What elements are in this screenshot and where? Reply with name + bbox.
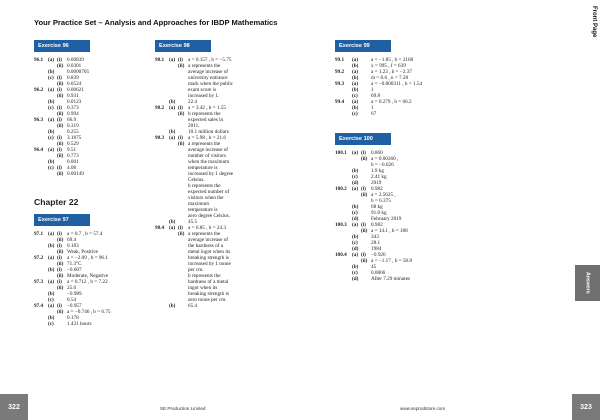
part-label: (c)	[48, 321, 54, 327]
answer-text: −0.926	[371, 252, 386, 258]
answer-text: −0.989	[67, 291, 82, 297]
answer-row	[155, 303, 197, 309]
exercise-100-heading: Exercise 100	[335, 133, 391, 145]
chapter-title: Chapter 22	[34, 197, 79, 207]
part-label: (d)	[352, 180, 359, 186]
answer-text: 0.982	[371, 186, 383, 192]
answer-row	[34, 321, 92, 327]
question-number: 96.1	[34, 57, 44, 63]
part-label: (a)	[169, 57, 176, 63]
answer-row	[335, 111, 376, 117]
answer-text: 69.4	[67, 237, 77, 243]
subpart-label: (i)	[178, 225, 183, 231]
part-label: (a)	[352, 186, 359, 192]
page-number-left: 322	[0, 394, 28, 420]
answer-text: 0.0524	[67, 81, 82, 87]
part-label: (b)	[352, 75, 359, 81]
question-number	[335, 276, 352, 282]
part-label: (b)	[352, 63, 359, 69]
subpart-label: (i)	[57, 57, 62, 63]
answer-text: university entrance	[188, 75, 228, 81]
answer-text: 68 kg	[371, 204, 383, 210]
answer-text: 0.178	[67, 315, 79, 321]
answer-text: 1.431 hours	[67, 321, 92, 327]
answer-text: 0.54	[67, 297, 77, 303]
question-number	[34, 171, 48, 177]
answer-text: 1984	[371, 246, 382, 252]
part-label: (a)	[352, 81, 359, 87]
subpart-label: (i)	[57, 243, 62, 249]
answer-text: 0.994	[67, 111, 79, 117]
answer-text: 0.183	[67, 243, 79, 249]
answer-text: 65.4	[188, 303, 198, 309]
answer-text: February 2019	[371, 216, 402, 222]
answer-text: b = −0.626	[371, 162, 394, 168]
answer-text: a = 14.1 , b = 188	[371, 228, 408, 234]
answer-text: 71.3°C	[67, 261, 82, 267]
part-label: (b)	[169, 99, 176, 105]
subpart-label	[361, 276, 371, 282]
subpart-label: (i)	[57, 75, 62, 81]
subpart-label: (i)	[57, 165, 62, 171]
subpart-label: (ii)	[57, 171, 64, 177]
part-label: (a)	[48, 147, 55, 153]
part-label: (d)	[352, 276, 359, 282]
exercise-99-heading: Exercise 99	[335, 40, 391, 52]
answer-text: 2.41 kg	[371, 174, 387, 180]
answer-text: hardness of a metal	[188, 279, 229, 285]
part-label: (a)	[352, 69, 359, 75]
part-label: (a)	[48, 87, 55, 93]
answer-text: 67	[371, 111, 377, 117]
subpart-label: (ii)	[57, 309, 64, 315]
answer-text: 45.5	[188, 219, 198, 225]
part-label: (c)	[48, 297, 54, 303]
question-number: 98.1	[155, 57, 165, 63]
answers-tab[interactable]	[575, 265, 600, 301]
part-label: (b)	[48, 99, 55, 105]
question-number: 100.1	[335, 150, 347, 156]
part-label: (c)	[48, 165, 54, 171]
answer-text: 343	[371, 234, 379, 240]
answer-text: 0.00149	[67, 171, 84, 177]
answer-text: a = −1.17 , b = 58.8	[371, 258, 412, 264]
subpart-label: (ii)	[361, 192, 368, 198]
part-label: (b)	[352, 264, 359, 270]
answer-text: a = 3.42 , b = 1.55	[188, 105, 226, 111]
part-label: (a)	[352, 99, 359, 105]
part-label: (c)	[352, 93, 358, 99]
answer-text: expected sales in	[188, 117, 224, 123]
answer-text: exam score is	[188, 87, 217, 93]
answer-text: b represents the	[188, 111, 221, 117]
answer-text: −0.957	[67, 303, 82, 309]
subpart-label	[361, 111, 371, 117]
subpart-label: (i)	[57, 303, 62, 309]
part-label: (a)	[169, 225, 176, 231]
answer-text: a = −0.746 , b = 6.75	[67, 309, 111, 315]
answer-text: a = 2.5625 ,	[371, 192, 396, 198]
subpart-label: (ii)	[178, 63, 185, 69]
question-number: 100.3	[335, 222, 347, 228]
subpart-label: (ii)	[178, 141, 185, 147]
answer-text: per cm.	[188, 267, 204, 273]
subpart-label: (ii)	[57, 81, 64, 87]
part-label: (b)	[352, 168, 359, 174]
answer-text: 0.255	[67, 129, 79, 135]
answer-text: 0.0301	[67, 63, 82, 69]
page-number-right: 323	[572, 394, 600, 420]
answer-text: 0.00839	[67, 57, 84, 63]
subpart-label: (ii)	[57, 249, 64, 255]
question-number: 99.3	[335, 81, 345, 87]
question-number: 97.1	[34, 231, 44, 237]
answer-text: expected number of	[188, 189, 230, 195]
answer-text: average increase of	[188, 237, 229, 243]
answer-text: a represents the	[188, 141, 221, 147]
subpart-label: (i)	[57, 279, 62, 285]
answer-text: 2011.	[188, 123, 200, 129]
subpart-label: (ii)	[178, 231, 185, 237]
subpart-label: (ii)	[57, 111, 64, 117]
subpart-label: (i)	[361, 150, 366, 156]
part-label: (d)	[352, 216, 359, 222]
answer-text: a = 0.279 , b = 66.2	[371, 99, 412, 105]
answer-text: 45	[371, 264, 377, 270]
part-label: (c)	[352, 240, 358, 246]
answer-text: when the maximum	[188, 159, 230, 165]
question-number	[335, 111, 352, 117]
question-number: 100.2	[335, 186, 347, 192]
answer-text: a = −1.85 , b = 2160	[371, 57, 414, 63]
answer-text: 0.0123	[67, 99, 82, 105]
part-label: (b)	[48, 291, 55, 297]
subpart-label: (i)	[361, 222, 366, 228]
answer-text: Weak, Positive	[67, 249, 98, 255]
answer-text: increased by 1 tonne	[188, 261, 231, 267]
part-label: (b)	[352, 204, 359, 210]
answer-text: maximum	[188, 201, 210, 207]
part-label: (b)	[48, 69, 55, 75]
answers-tab-label: Answers	[584, 272, 591, 294]
question-number: 96.3	[34, 117, 44, 123]
answer-text: x = 995 , f = 639	[371, 63, 406, 69]
part-label: (a)	[352, 57, 359, 63]
exercise-96-heading: Exercise 96	[34, 40, 90, 52]
answer-text: increased by 1.	[188, 93, 220, 99]
part-label	[48, 171, 57, 177]
part-label: (a)	[352, 222, 359, 228]
answer-text: a = 0.157 , b = −5.75	[188, 57, 232, 63]
subpart-label	[178, 303, 188, 309]
subpart-label: (ii)	[57, 93, 64, 99]
subpart-label: (ii)	[57, 261, 64, 267]
part-label: (b)	[352, 234, 359, 240]
answer-text: 0.773	[67, 153, 79, 159]
answer-text: a = 0.712 , b = 7.22	[67, 279, 108, 285]
answer-text: 91.0 kg	[371, 210, 387, 216]
question-number: 96.2	[34, 87, 44, 93]
answer-text: mark when the public	[188, 81, 234, 87]
part-label: (b)	[48, 315, 55, 321]
answer-text: 0.839	[67, 75, 79, 81]
subpart-label: (i)	[178, 105, 183, 111]
answer-text: metal ingot when its	[188, 249, 231, 255]
subpart-label: (ii)	[178, 111, 185, 117]
answer-text: 0.860	[371, 150, 383, 156]
part-label: (a)	[48, 117, 55, 123]
answer-text: ingot when its	[188, 285, 218, 291]
question-number	[34, 321, 48, 327]
question-number	[155, 303, 169, 309]
answer-text: 0.373	[67, 105, 79, 111]
subpart-label: (i)	[361, 186, 366, 192]
answer-text: a represents the	[188, 231, 221, 237]
answer-text: 1	[371, 87, 374, 93]
part-label: (b)	[48, 129, 55, 135]
subpart-label: (ii)	[57, 285, 64, 291]
subpart-label: (ii)	[361, 258, 368, 264]
part-label: (a)	[352, 150, 359, 156]
answer-row	[335, 276, 410, 282]
question-number: 98.3	[155, 135, 165, 141]
part-label: (c)	[352, 174, 358, 180]
part-label: (b)	[48, 243, 55, 249]
question-number: 98.2	[155, 105, 165, 111]
question-number: 99.4	[335, 99, 345, 105]
answer-text: temperature is	[188, 165, 218, 171]
answer-text: temperature is	[188, 207, 218, 213]
answer-text: 4.08	[67, 165, 77, 171]
answer-text: the hardness of a	[188, 243, 224, 249]
subpart-label: (ii)	[361, 156, 368, 162]
exercise-97-heading: Exercise 97	[34, 214, 90, 226]
answer-text: 10.1 million dollars	[188, 129, 229, 135]
subpart-label: (i)	[57, 87, 62, 93]
answer-text: 0.00621	[67, 87, 84, 93]
part-label: (c)	[352, 270, 358, 276]
answer-text: After 7.29 minutes	[371, 276, 411, 282]
question-number: 98.4	[155, 225, 165, 231]
question-number: 97.4	[34, 303, 44, 309]
subpart-label: (i)	[178, 135, 183, 141]
part-label: (a)	[352, 252, 359, 258]
part-label: (b)	[352, 105, 359, 111]
answer-text: Moderate, Negative	[67, 273, 109, 279]
answer-text: 1	[371, 105, 374, 111]
answer-text: visitors when the	[188, 195, 224, 201]
part-label: (c)	[352, 111, 358, 117]
answer-text: 22.4	[188, 99, 198, 105]
part-label: (a)	[48, 255, 55, 261]
answer-row	[34, 171, 84, 177]
answer-text: zero tonne per cm.	[188, 297, 227, 303]
part-label: (a)	[48, 303, 55, 309]
answer-text: 0.982	[371, 222, 383, 228]
answer-text: zero degree Celsius.	[188, 213, 230, 219]
answer-text: 0.529	[67, 141, 79, 147]
question-number: 97.2	[34, 255, 44, 261]
part-label: (c)	[48, 135, 54, 141]
part-label: (b)	[48, 267, 55, 273]
answer-text: increased by 1 degree	[188, 171, 234, 177]
part-label: (a)	[48, 57, 55, 63]
answer-text: number of visitors	[188, 153, 227, 159]
subpart-label: (ii)	[57, 141, 64, 147]
answer-text: 3.1875	[67, 135, 82, 141]
question-number: 99.1	[335, 57, 345, 63]
answer-text: average increase of	[188, 147, 229, 153]
subpart-label	[57, 321, 67, 327]
answer-text: breaking strength is	[188, 255, 229, 261]
part-label: (b)	[169, 219, 176, 225]
subpart-label: (ii)	[361, 228, 368, 234]
question-number: 99.2	[335, 69, 345, 75]
answer-text: m = 6.6 , n = 7.28	[371, 75, 409, 81]
part-label: (a)	[169, 135, 176, 141]
exercise-98-heading: Exercise 98	[155, 40, 211, 52]
subpart-label: (i)	[57, 135, 62, 141]
part-label: (c)	[48, 105, 54, 111]
answer-text: a = 0.00360 ,	[371, 156, 399, 162]
question-number: 97.3	[34, 279, 44, 285]
publisher-name: SE Production Limited	[160, 406, 206, 411]
answer-text: a represents the	[188, 63, 221, 69]
answer-text: average increase of	[188, 69, 229, 75]
subpart-label: (i)	[57, 255, 62, 261]
subpart-label: (i)	[57, 267, 62, 273]
answer-text: 2019	[371, 180, 382, 186]
part-label: (a)	[48, 231, 55, 237]
answer-text: −0.607	[67, 267, 82, 273]
website-url[interactable]: www.seprodstore.com	[400, 406, 446, 411]
part-label: (c)	[352, 210, 358, 216]
answer-text: breaking strength is	[188, 291, 229, 297]
answer-text: b represents the	[188, 273, 221, 279]
answer-text: a = 1.23 , b = −2.37	[371, 69, 412, 75]
part-label: (d)	[352, 246, 359, 252]
part-label: (b)	[48, 159, 55, 165]
subpart-label: (i)	[57, 105, 62, 111]
answer-text: 69.8	[371, 93, 381, 99]
answer-text: 0.319	[67, 123, 79, 129]
part-label: (b)	[169, 303, 176, 309]
answer-text: Celsius.	[188, 177, 205, 183]
subpart-label: (i)	[361, 252, 366, 258]
subpart-label: (ii)	[57, 63, 64, 69]
answer-text: 0.0866	[371, 270, 386, 276]
answer-text: a = −0.000311 , b = 1.54	[371, 81, 423, 87]
subpart-label: (ii)	[57, 237, 64, 243]
side-label: Front Page	[591, 6, 597, 38]
page-header-title: Your Practice Set – Analysis and Approaches for IBDP Mathematics	[34, 18, 278, 27]
subpart-label: (i)	[178, 57, 183, 63]
answer-text: a = 5.98 , b = 21.6	[188, 135, 226, 141]
answer-text: 9.51	[67, 147, 77, 153]
answer-text: a = −2.09 , b = 96.1	[67, 255, 108, 261]
answer-text: a = 0.7 , b = 57.4	[67, 231, 103, 237]
answer-text: b = 6.375	[371, 198, 391, 204]
part-label: (a)	[169, 105, 176, 111]
subpart-label: (i)	[57, 147, 62, 153]
question-number: 100.4	[335, 252, 347, 258]
answer-text: 1.9 kg	[371, 168, 384, 174]
answer-text: a = 6.85 , b = 24.3	[188, 225, 226, 231]
subpart-label: (i)	[57, 117, 62, 123]
answer-text: 25.0	[67, 285, 77, 291]
answer-text: 0.931	[67, 93, 79, 99]
question-number: 96.4	[34, 147, 44, 153]
subpart-label: (i)	[57, 231, 62, 237]
subpart-label: (ii)	[57, 153, 64, 159]
part-label: (b)	[352, 87, 359, 93]
answer-text: 28.1	[371, 240, 381, 246]
subpart-label: (ii)	[57, 123, 64, 129]
answer-text: 0.001	[67, 159, 79, 165]
subpart-label: (ii)	[57, 273, 64, 279]
answer-text: 0.0000705	[67, 69, 90, 75]
part-label: (b)	[169, 129, 176, 135]
answer-text: 66.9	[67, 117, 77, 123]
part-label: (a)	[48, 279, 55, 285]
part-label: (c)	[48, 75, 54, 81]
answer-text: b represents the	[188, 183, 221, 189]
